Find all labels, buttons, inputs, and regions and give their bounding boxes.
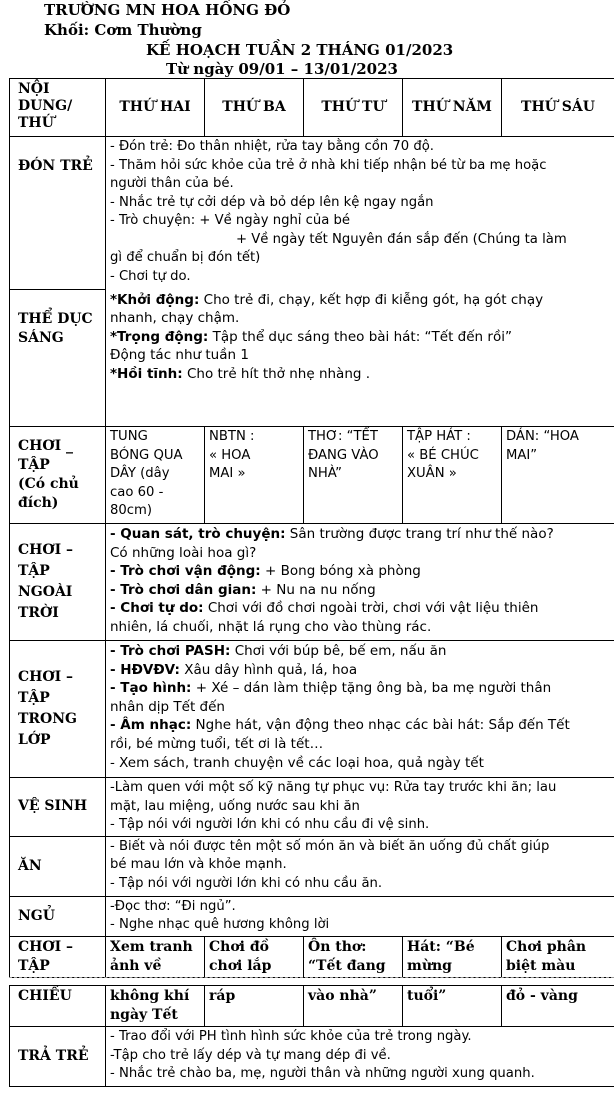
table-header-row — [10, 79, 614, 137]
afternoon-tuesday-top: Chơi đồ chơi lắp — [205, 936, 304, 977]
hygiene-content: -Làm quen với một số kỹ năng tự phục vụ: Rửa tay trước khi ăn; lau mặt, lau miệng, uống nước sau khi ăn - Tập nói với người lớn khi có nhu cầu đi vệ sinh. — [106, 778, 614, 837]
reception-content: - Đón trẻ: Đo thân nhiệt, rửa tay bằng cồn 70 độ. - Thăm hỏi sức khỏe của trẻ ở nhà khi tiếp nhận bé từ ba mẹ hoặc người thân của bé. - Nhắc trẻ tự cởi dép và bỏ dép lên kệ ngay ngắn - Trò chuyện: + Về ngày nghỉ của bé + Về ngày tết Nguyên đán sắp đến (Chúng ta làm gì để chuẩn bị đón tết) - Chơi tự do. — [106, 137, 614, 290]
row-indoor-play — [10, 641, 614, 778]
day-header-thursday: THỨ NĂM — [403, 79, 502, 137]
day-header-monday: THỨ HAI — [106, 79, 205, 137]
afternoon-tuesday-bottom: ráp — [205, 986, 304, 1027]
day-header-tuesday: THỨ BA — [205, 79, 304, 137]
row-morning-exercise — [10, 290, 614, 427]
label-afternoon: CHIỀU — [10, 986, 106, 1027]
row-hygiene — [10, 778, 614, 837]
afternoon-wednesday-top: Ôn thơ: “Tết đang — [304, 936, 403, 977]
weekly-plan-table-continued — [9, 985, 614, 1087]
outdoor-play-content: - Quan sát, trò chuyện: Sân trường được trang trí như thế nào? Có những loài hoa gì? - Trò chơi vận động: + Bong bóng xà phòng - Trò chơi dân gian: + Nu na nu nống - Chơi tự do: Chơi với đồ chơi ngoài trời, chơi với vật liệu thiên nhiên, lá chuối, nhặt lá rụng cho vào thùng rác. — [106, 524, 614, 641]
afternoon-friday-top: Chơi phân biệt màu — [502, 936, 614, 977]
meal-content: - Biết và nói được tên một số món ăn và biết ăn uống đủ chất giúp bé mau lớn và khỏe mạnh. - Tập nói với người lớn khi có nhu cầu ăn. — [106, 836, 614, 896]
label-nap: NGỦ — [10, 896, 106, 936]
label-hygiene: VỆ SINH — [10, 778, 106, 837]
afternoon-wednesday-bottom: vào nhà” — [304, 986, 403, 1027]
afternoon-thursday-bottom: tuổi” — [403, 986, 502, 1027]
plan-title: KẾ HOẠCH TUẦN 2 THÁNG 01/2023 — [146, 41, 454, 59]
day-header-wednesday: THỨ TƯ — [304, 79, 403, 137]
indoor-play-content: - Trò chơi PASH: Chơi với búp bê, bế em, nấu ăn - HĐVĐV: Xâu dây hình quả, lá, hoa - Tạo hình: + Xé – dán làm thiệp tặng ông bà, ba mẹ người thân nhân dịp Tết đến - Âm nhạc: Nghe hát, vận động theo nhạc các bài hát: Sắp đến Tết rồi, bé mừng tuổi, tết ơi là tết… - Xem sách, tranh chuyện về các loại hoa, quả ngày tết — [106, 641, 614, 778]
label-pickup: TRẢ TRẺ — [10, 1027, 106, 1087]
label-directed-activity: CHƠI _ TẬP (Có chủ đích) — [10, 427, 106, 524]
label-outdoor-play: CHƠI – TẬP NGOÀI TRỜI — [10, 524, 106, 641]
row-pickup — [10, 1027, 614, 1087]
label-afternoon-play-top: CHƠI – TẬP — [10, 936, 106, 977]
row-afternoon-play-top — [10, 936, 614, 977]
label-meal: ĂN — [10, 836, 106, 896]
row-directed-activity — [10, 427, 614, 524]
nap-content: -Đọc thơ: “Đi ngủ”. - Nghe nhạc quê hương không lời — [106, 896, 614, 936]
row-meal — [10, 836, 614, 896]
grade-label: Khối: Cơm Thường — [44, 21, 202, 39]
date-range: Từ ngày 09/01 – 13/01/2023 — [166, 60, 398, 78]
directed-monday: TUNG BÓNG QUA DÂY (dây cao 60 - 80cm) — [106, 427, 205, 524]
directed-wednesday: THƠ: “TẾT ĐANG VÀO NHÀ” — [304, 427, 403, 524]
page-break-line — [9, 977, 614, 978]
day-header-friday: THỨ SÁU — [502, 79, 614, 137]
label-morning-exercise: THỂ DỤC SÁNG — [10, 290, 106, 427]
row-reception — [10, 137, 614, 290]
pickup-content: - Trao đổi với PH tình hình sức khỏe của trẻ trong ngày. -Tập cho trẻ lấy dép và tự mang dép đi về. - Nhắc trẻ chào ba, mẹ, người thân và những người xung quanh. — [106, 1027, 614, 1087]
afternoon-friday-bottom: đỏ - vàng — [502, 986, 614, 1027]
directed-thursday: TẬP HÁT : « BÉ CHÚC XUÂN » — [403, 427, 502, 524]
afternoon-monday-top: Xem tranh ảnh về — [106, 936, 205, 977]
row-afternoon-play-bottom — [10, 986, 614, 1027]
content-day-header: NỘI DUNG/ THỨ — [10, 79, 106, 137]
morning-exercise-content: *Khởi động: Cho trẻ đi, chạy, kết hợp đi kiễng gót, hạ gót chạy nhanh, chạy chậm. *Trọng động: Tập thể dục sáng theo bài hát: “Tết đến rồi” Động tác như tuần 1 *Hồi tĩnh: Cho trẻ hít thở nhẹ nhàng . — [106, 290, 614, 427]
school-name: TRƯỜNG MN HOA HỒNG ĐỎ — [44, 1, 291, 19]
afternoon-thursday-top: Hát: “Bé mừng — [403, 936, 502, 977]
row-outdoor-play — [10, 524, 614, 641]
row-nap — [10, 896, 614, 936]
afternoon-monday-bottom: không khí ngày Tết — [106, 986, 205, 1027]
label-indoor-play: CHƠI – TẬP TRONG LỚP — [10, 641, 106, 778]
directed-friday: DÁN: “HOA MAI” — [502, 427, 614, 524]
directed-tuesday: NBTN : « HOA MAI » — [205, 427, 304, 524]
weekly-plan-table — [9, 78, 614, 978]
label-reception: ĐÓN TRẺ — [10, 137, 106, 290]
